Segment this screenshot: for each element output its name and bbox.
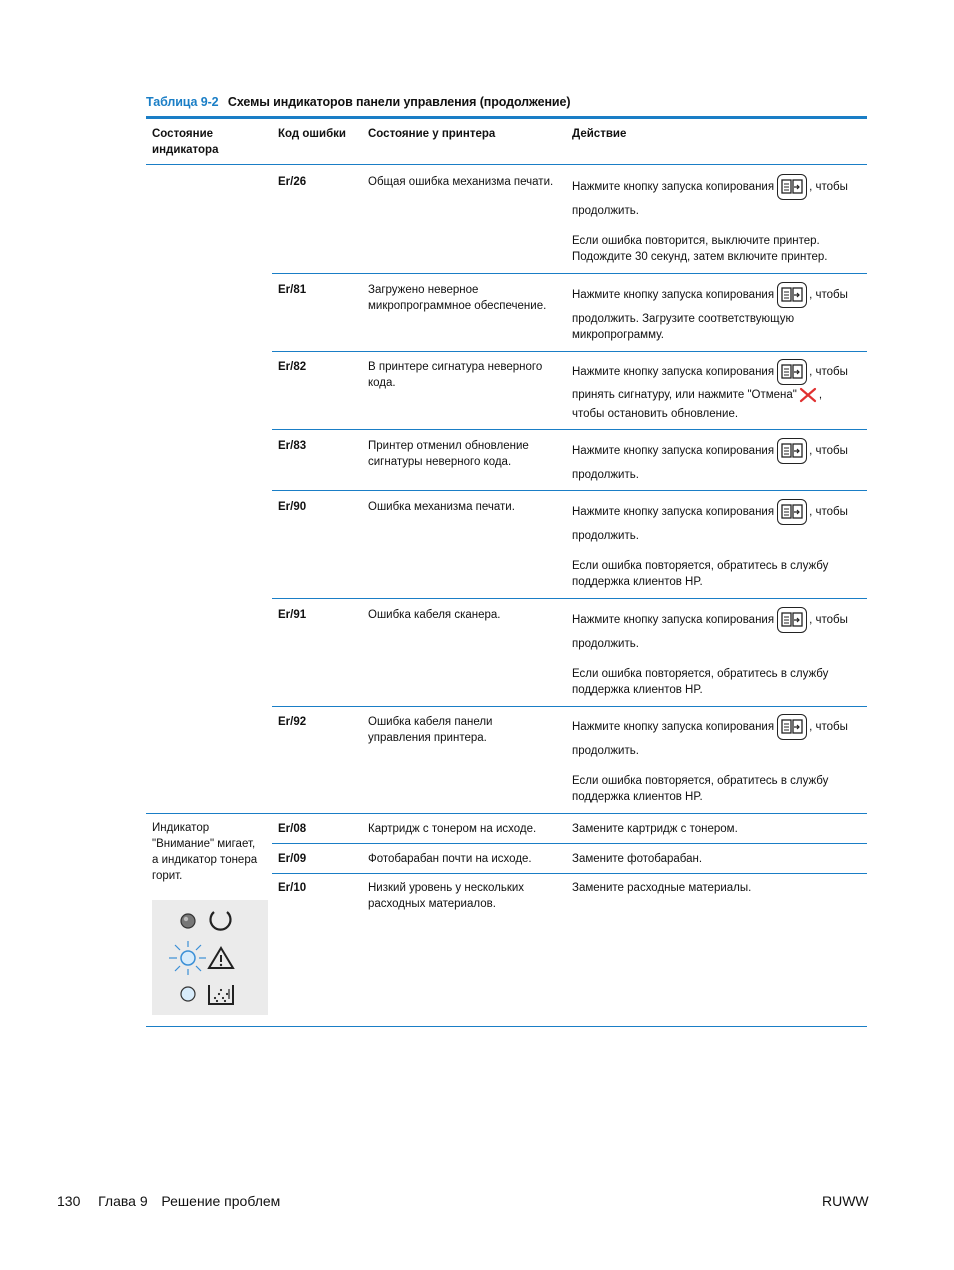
action-note: поддержка клиентов HP. <box>572 791 703 803</box>
action-text: , чтобы <box>809 181 848 193</box>
action-text: продолжить. <box>572 530 639 542</box>
action-text: Замените расходные материалы. <box>572 882 752 894</box>
action-text: , чтобы <box>809 366 848 378</box>
printer-state <box>368 499 564 515</box>
printer-state <box>368 359 564 391</box>
action-text: Нажмите кнопку запуска копирования <box>572 181 775 193</box>
table-bottom-rule <box>146 1026 867 1027</box>
action-text: продолжить. <box>572 745 639 757</box>
printer-state <box>368 438 564 470</box>
printer-state-line: Загружено неверное <box>368 284 479 296</box>
action-note: Подождите 30 секунд, затем включите принтер. <box>572 251 828 263</box>
action-note: поддержка клиентов HP. <box>572 576 703 588</box>
header-action: Действие <box>572 128 627 140</box>
action-text: Нажмите кнопку запуска копирования <box>572 445 775 457</box>
error-code: Er/81 <box>278 284 307 296</box>
copy-start-button-icon <box>777 282 807 308</box>
printer-state-line: микропрограммное обеспечение. <box>368 300 547 312</box>
action-text: Нажмите кнопку запуска копирования <box>572 506 775 518</box>
error-code: Er/92 <box>278 716 307 728</box>
cancel-x-icon <box>799 387 817 403</box>
header-printer-state: Состояние у принтера <box>368 128 496 140</box>
group-divider <box>146 813 867 814</box>
error-code: Er/82 <box>278 361 307 373</box>
header-state <box>152 126 218 158</box>
action-text: Нажмите кнопку запуска копирования <box>572 614 775 626</box>
printer-state-line: Ошибка механизма печати. <box>368 501 515 513</box>
indicator-line: Индикатор <box>152 822 210 834</box>
action-note: поддержка клиентов HP. <box>572 684 703 696</box>
printer-state <box>368 174 564 190</box>
printer-state-line: кода. <box>368 377 396 389</box>
printer-state <box>368 714 564 746</box>
row-divider <box>272 273 867 274</box>
table-top-rule <box>146 116 867 119</box>
copy-start-button-icon <box>777 499 807 525</box>
action-text: чтобы остановить обновление. <box>572 408 739 420</box>
row-divider <box>272 351 867 352</box>
printer-state <box>368 880 564 912</box>
printer-state-line: В принтере сигнатура неверного <box>368 361 543 373</box>
action-first-line <box>572 359 848 385</box>
action-first-line <box>572 438 848 464</box>
action-text: , чтобы <box>809 289 848 301</box>
action-first-line <box>572 607 848 633</box>
ready-symbol-icon <box>211 912 231 930</box>
action-text: , чтобы <box>809 614 848 626</box>
action-text: принять сигнатуру, или нажмите "Отмена" <box>572 389 797 401</box>
action-text: Нажмите кнопку запуска копирования <box>572 721 775 733</box>
header-state-line1: Состояние <box>152 128 214 140</box>
printer-state <box>368 821 564 837</box>
action-text: Нажмите кнопку запуска копирования <box>572 289 775 301</box>
copy-start-button-icon <box>777 714 807 740</box>
printer-state-line: Принтер отменил обновление <box>368 440 529 452</box>
action-note: Если ошибка повторится, выключите принтер. <box>572 235 820 247</box>
printer-state-line: Ошибка кабеля сканера. <box>368 609 501 621</box>
copy-start-button-icon <box>777 438 807 464</box>
action-note: Если ошибка повторяется, обратитесь в службу <box>572 668 829 680</box>
action-note: Если ошибка повторяется, обратитесь в службу <box>572 560 829 572</box>
action-first-line <box>572 499 848 525</box>
error-code: Er/08 <box>278 823 307 835</box>
error-code: Er/09 <box>278 853 307 865</box>
error-code: Er/90 <box>278 501 307 513</box>
indicator-line: а индикатор тонера <box>152 854 258 866</box>
copy-start-button-icon <box>777 607 807 633</box>
action-first-line <box>572 174 848 200</box>
action-text: продолжить. <box>572 638 639 650</box>
row-divider <box>272 873 867 874</box>
copy-start-button-icon <box>777 359 807 385</box>
chapter-label: Глава 9 <box>98 1193 148 1209</box>
action-text: , чтобы <box>809 506 848 518</box>
page-footer-left <box>57 1193 280 1209</box>
indicator-line: горит. <box>152 870 183 882</box>
action-text: , чтобы <box>809 445 848 457</box>
action-text: продолжить. <box>572 469 639 481</box>
action-note: Если ошибка повторяется, обратитесь в службу <box>572 775 829 787</box>
action-text: , чтобы <box>809 721 848 733</box>
printer-state-line: Картридж с тонером на исходе. <box>368 823 537 835</box>
printer-state <box>368 607 564 623</box>
row-divider <box>272 843 867 844</box>
printer-state-line: управления принтера. <box>368 732 487 744</box>
table-title: Схемы индикаторов панели управления (продолжение) <box>227 95 571 109</box>
table-header-rule <box>146 164 867 165</box>
header-state-line2: индикатора <box>152 144 219 156</box>
error-code: Er/10 <box>278 882 307 894</box>
row-divider <box>272 706 867 707</box>
control-panel-illustration <box>152 900 268 1015</box>
printer-state <box>368 282 564 314</box>
printer-state-line: Фотобарабан почти на исходе. <box>368 853 532 865</box>
row-divider <box>272 490 867 491</box>
section-label: Решение проблем <box>161 1193 281 1209</box>
header-code: Код ошибки <box>278 128 346 140</box>
printer-state-line: расходных материалов. <box>368 898 496 910</box>
printer-state <box>368 851 564 867</box>
row-divider <box>272 429 867 430</box>
printer-state-line: Ошибка кабеля панели <box>368 716 493 728</box>
indicator-line: "Внимание" мигает, <box>152 838 256 850</box>
printer-state-line: Общая ошибка механизма печати. <box>368 176 554 188</box>
action-first-line <box>572 714 848 740</box>
action-text: Замените фотобарабан. <box>572 853 703 865</box>
copy-start-button-icon <box>777 174 807 200</box>
error-code: Er/26 <box>278 176 307 188</box>
printer-state-line: сигнатуры неверного кода. <box>368 456 512 468</box>
toner-led-icon <box>181 987 195 1001</box>
attention-led-blinking-icon <box>169 941 206 975</box>
row-divider <box>272 598 867 599</box>
indicator-description <box>152 820 268 884</box>
toner-symbol-icon <box>209 985 233 1004</box>
ready-led-icon <box>181 914 195 928</box>
footer-brand: RUWW <box>822 1193 869 1209</box>
printer-state-line: Низкий уровень у нескольких <box>368 882 525 894</box>
table-caption <box>146 95 570 109</box>
action-text: микропрограмму. <box>572 329 664 341</box>
action-text: продолжить. <box>572 205 639 217</box>
warning-triangle-icon <box>209 948 233 968</box>
action-text: , <box>818 389 823 401</box>
action-first-line <box>572 282 848 308</box>
action-text: Нажмите кнопку запуска копирования <box>572 366 775 378</box>
action-cancel-line <box>572 387 822 403</box>
error-code: Er/91 <box>278 609 307 621</box>
error-code: Er/83 <box>278 440 307 452</box>
table-number: Таблица 9-2 <box>146 95 219 109</box>
action-text: продолжить. Загрузите соответствующую <box>572 313 795 325</box>
action-text: Замените картридж с тонером. <box>572 823 738 835</box>
page-number: 130 <box>57 1193 81 1209</box>
